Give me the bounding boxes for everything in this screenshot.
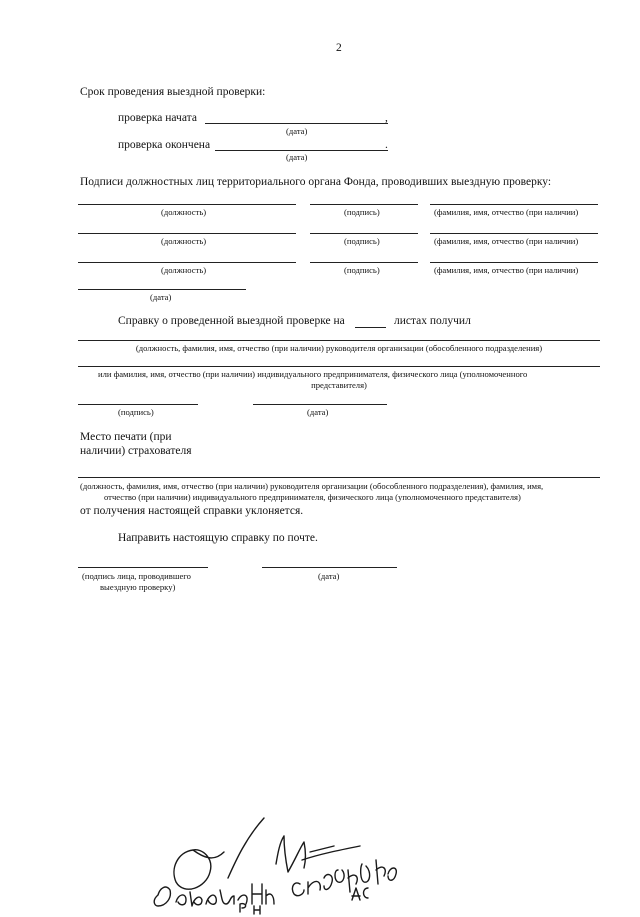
name-caption-3: (фамилия, имя, отчество (при наличии) [434, 265, 579, 275]
signature-2-name [292, 860, 396, 896]
signature-caption-3: (подпись) [344, 265, 380, 275]
signature-1-stroke [228, 818, 264, 878]
start-comma: , [385, 112, 388, 124]
signature-2-initials [352, 888, 368, 900]
signature-1-flourish [174, 850, 224, 889]
signature-2-stroke [302, 846, 360, 860]
end-date-caption: (дата) [286, 152, 308, 162]
receipt-signature-caption: (подпись) [118, 407, 154, 417]
entrepreneur-caption-1: или фамилия, имя, отчество (при наличии) индивидуального предпринимателя, физического лица (уполномоченного [98, 369, 528, 379]
signature-caption-2: (подпись) [344, 236, 380, 246]
end-label: проверка окончена [118, 139, 211, 151]
position-caption-2: (должность) [161, 236, 207, 246]
start-label: проверка начата [118, 112, 197, 124]
position-caption-3: (должность) [161, 265, 207, 275]
signature-1-name [154, 884, 274, 906]
signatures-date-caption: (дата) [150, 292, 172, 302]
period-heading: Срок проведения выездной проверки: [80, 86, 266, 98]
evasion-text: от получения настоящей справки уклоняется. [80, 505, 304, 517]
name-caption-1: (фамилия, имя, отчество (при наличии) [434, 207, 579, 217]
start-date-caption: (дата) [286, 126, 308, 136]
stamp-line-2: наличии) страхователя [80, 445, 192, 457]
stamp-line-1: Место печати (при [80, 431, 172, 443]
mail-date-caption: (дата) [318, 571, 340, 581]
mail-text: Направить настоящую справку по почте. [118, 532, 318, 544]
receipt-date-caption: (дата) [307, 407, 329, 417]
signature-caption-1: (подпись) [344, 207, 380, 217]
receipt-text-after: листах получил [394, 315, 471, 327]
org-head-caption: (должность, фамилия, имя, отчество (при наличии) руководителя организации (обособленного подразделения) [135, 343, 543, 353]
mail-signer-caption-2: выездную проверку) [100, 582, 176, 592]
end-period-mark: . [385, 139, 388, 151]
receipt-text-before: Справку о проведенной выездной проверке на [118, 315, 345, 327]
entrepreneur-caption-2: представителя) [311, 380, 367, 390]
position-caption-1: (должность) [161, 207, 207, 217]
mail-signer-caption-1: (подпись лица, проводившего [82, 571, 191, 581]
signature-1-initials [240, 904, 260, 914]
name-caption-2: (фамилия, имя, отчество (при наличии) [434, 236, 579, 246]
evasion-caption-2: отчество (при наличии) индивидуального предпринимателя, физического лица (уполномоченного представителя) [104, 492, 521, 502]
signatures-heading: Подписи должностных лиц территориального органа Фонда, проводивших выездную проверку: [80, 176, 552, 188]
page-number: 2 [336, 42, 342, 54]
evasion-caption-1: (должность, фамилия, имя, отчество (при наличии) руководителя организации (обособленного подразделения), фамилия, имя, [80, 481, 544, 491]
